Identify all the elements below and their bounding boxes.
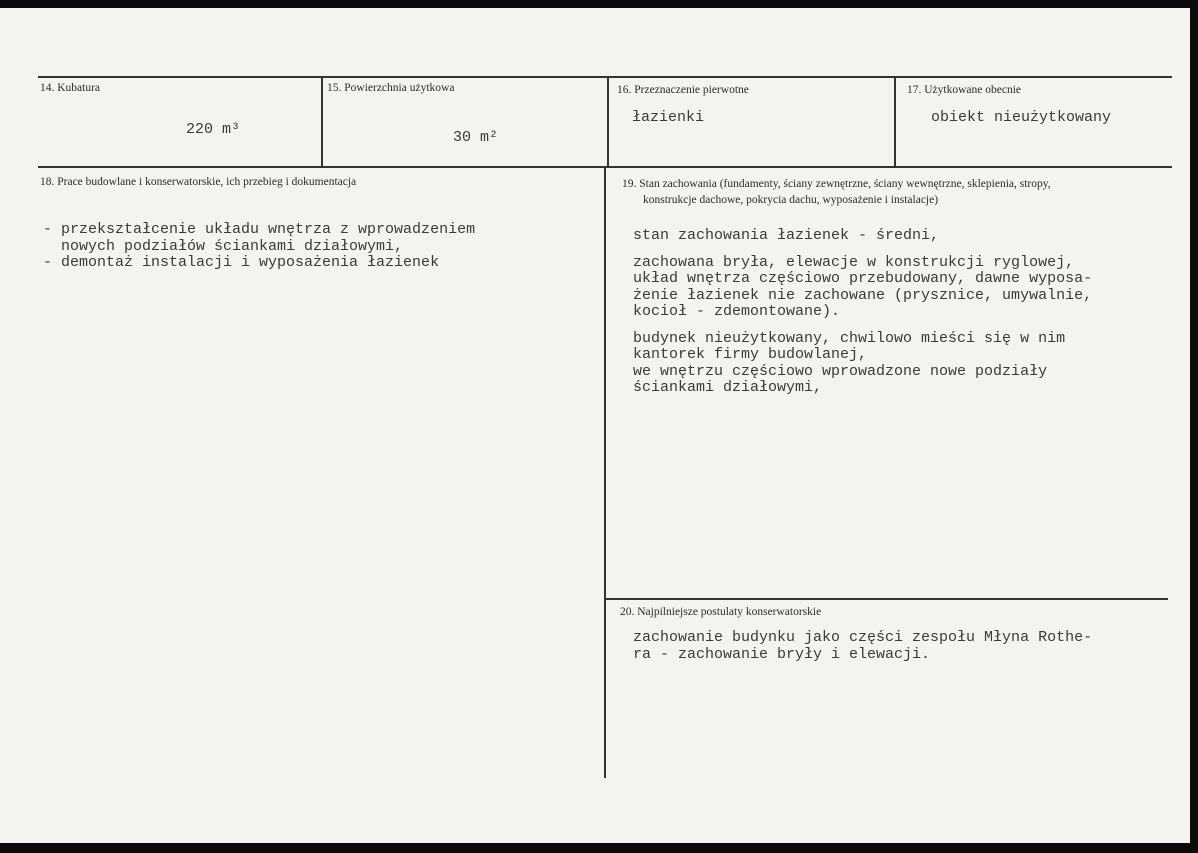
field-18-line: nowych podziałów ściankami działowymi, (43, 237, 404, 255)
top-rule (38, 76, 1172, 78)
field-15-value: 30 m² (453, 129, 499, 146)
field-19-line: we wnętrzu częściowo wprowadzone nowe podziały (633, 362, 1048, 380)
field-20-line: zachowanie budynku jako części zespołu Młyna Rothe- (633, 629, 1093, 646)
field-20-line: ra - zachowanie bryły i elewacji. (633, 645, 931, 663)
field-17-value: obiekt nieużytkowany (931, 109, 1112, 126)
divider-15-16 (607, 76, 609, 167)
field-18-line: - przekształcenie układu wnętrza z wprowadzeniem (43, 221, 476, 238)
field-19-line: ściankami działowymi, (633, 379, 823, 396)
field-14-label: 14. Kubatura (40, 82, 101, 94)
field-19-label-line2: konstrukcje dachowe, pokrycia dachu, wyposażenie i instalacje) (643, 194, 939, 206)
field-18-label: 18. Prace budowlane i konserwatorskie, ich przebieg i dokumentacja (40, 176, 357, 188)
field-19-line: budynek nieużytkowany, chwilowo mieści się w nim (633, 329, 1066, 347)
field-19-line: stan zachowania łazienek - średni, (633, 227, 940, 244)
field-19-text (633, 228, 1092, 397)
field-19-line: kocioł - zdemontowane). (633, 303, 841, 320)
field-19-line: układ wnętrza częściowo przebudowany, dawne wyposa- (633, 270, 1093, 287)
field-16-value: łazienki (632, 109, 705, 126)
field-14-value: 220 m³ (186, 121, 241, 138)
field-16-label: 16. Przeznaczenie pierwotne (617, 84, 749, 96)
f20-top-rule (606, 598, 1168, 600)
field-20-text (633, 630, 1092, 663)
field-19-line: zachowana bryła, elewacje w konstrukcji ryglowej, (633, 253, 1075, 271)
field-20-label: 20. Najpilniejsze postulaty konserwatorskie (620, 606, 822, 618)
field-18-line: - demontaż instalacji i wyposażenia łazienek (43, 254, 440, 271)
record-card (0, 8, 1190, 843)
field-18-text (43, 222, 475, 272)
field-19-line: kantorek firmy budowlanej, (633, 346, 868, 363)
field-19-line: żenie łazienek nie zachowane (prysznice, umywalnie, (633, 286, 1093, 304)
field-17-label: 17. Użytkowane obecnie (907, 84, 1022, 96)
divider-16-17 (894, 76, 896, 167)
divider-14-15 (321, 76, 323, 167)
field-15-label: 15. Powierzchnia użytkowa (327, 82, 455, 94)
field-19-label-line1: 19. Stan zachowania (fundamenty, ściany zewnętrzne, ściany wewnętrzne, sklepienia, stropy, (622, 178, 1051, 190)
divider-18-19 (604, 166, 606, 778)
